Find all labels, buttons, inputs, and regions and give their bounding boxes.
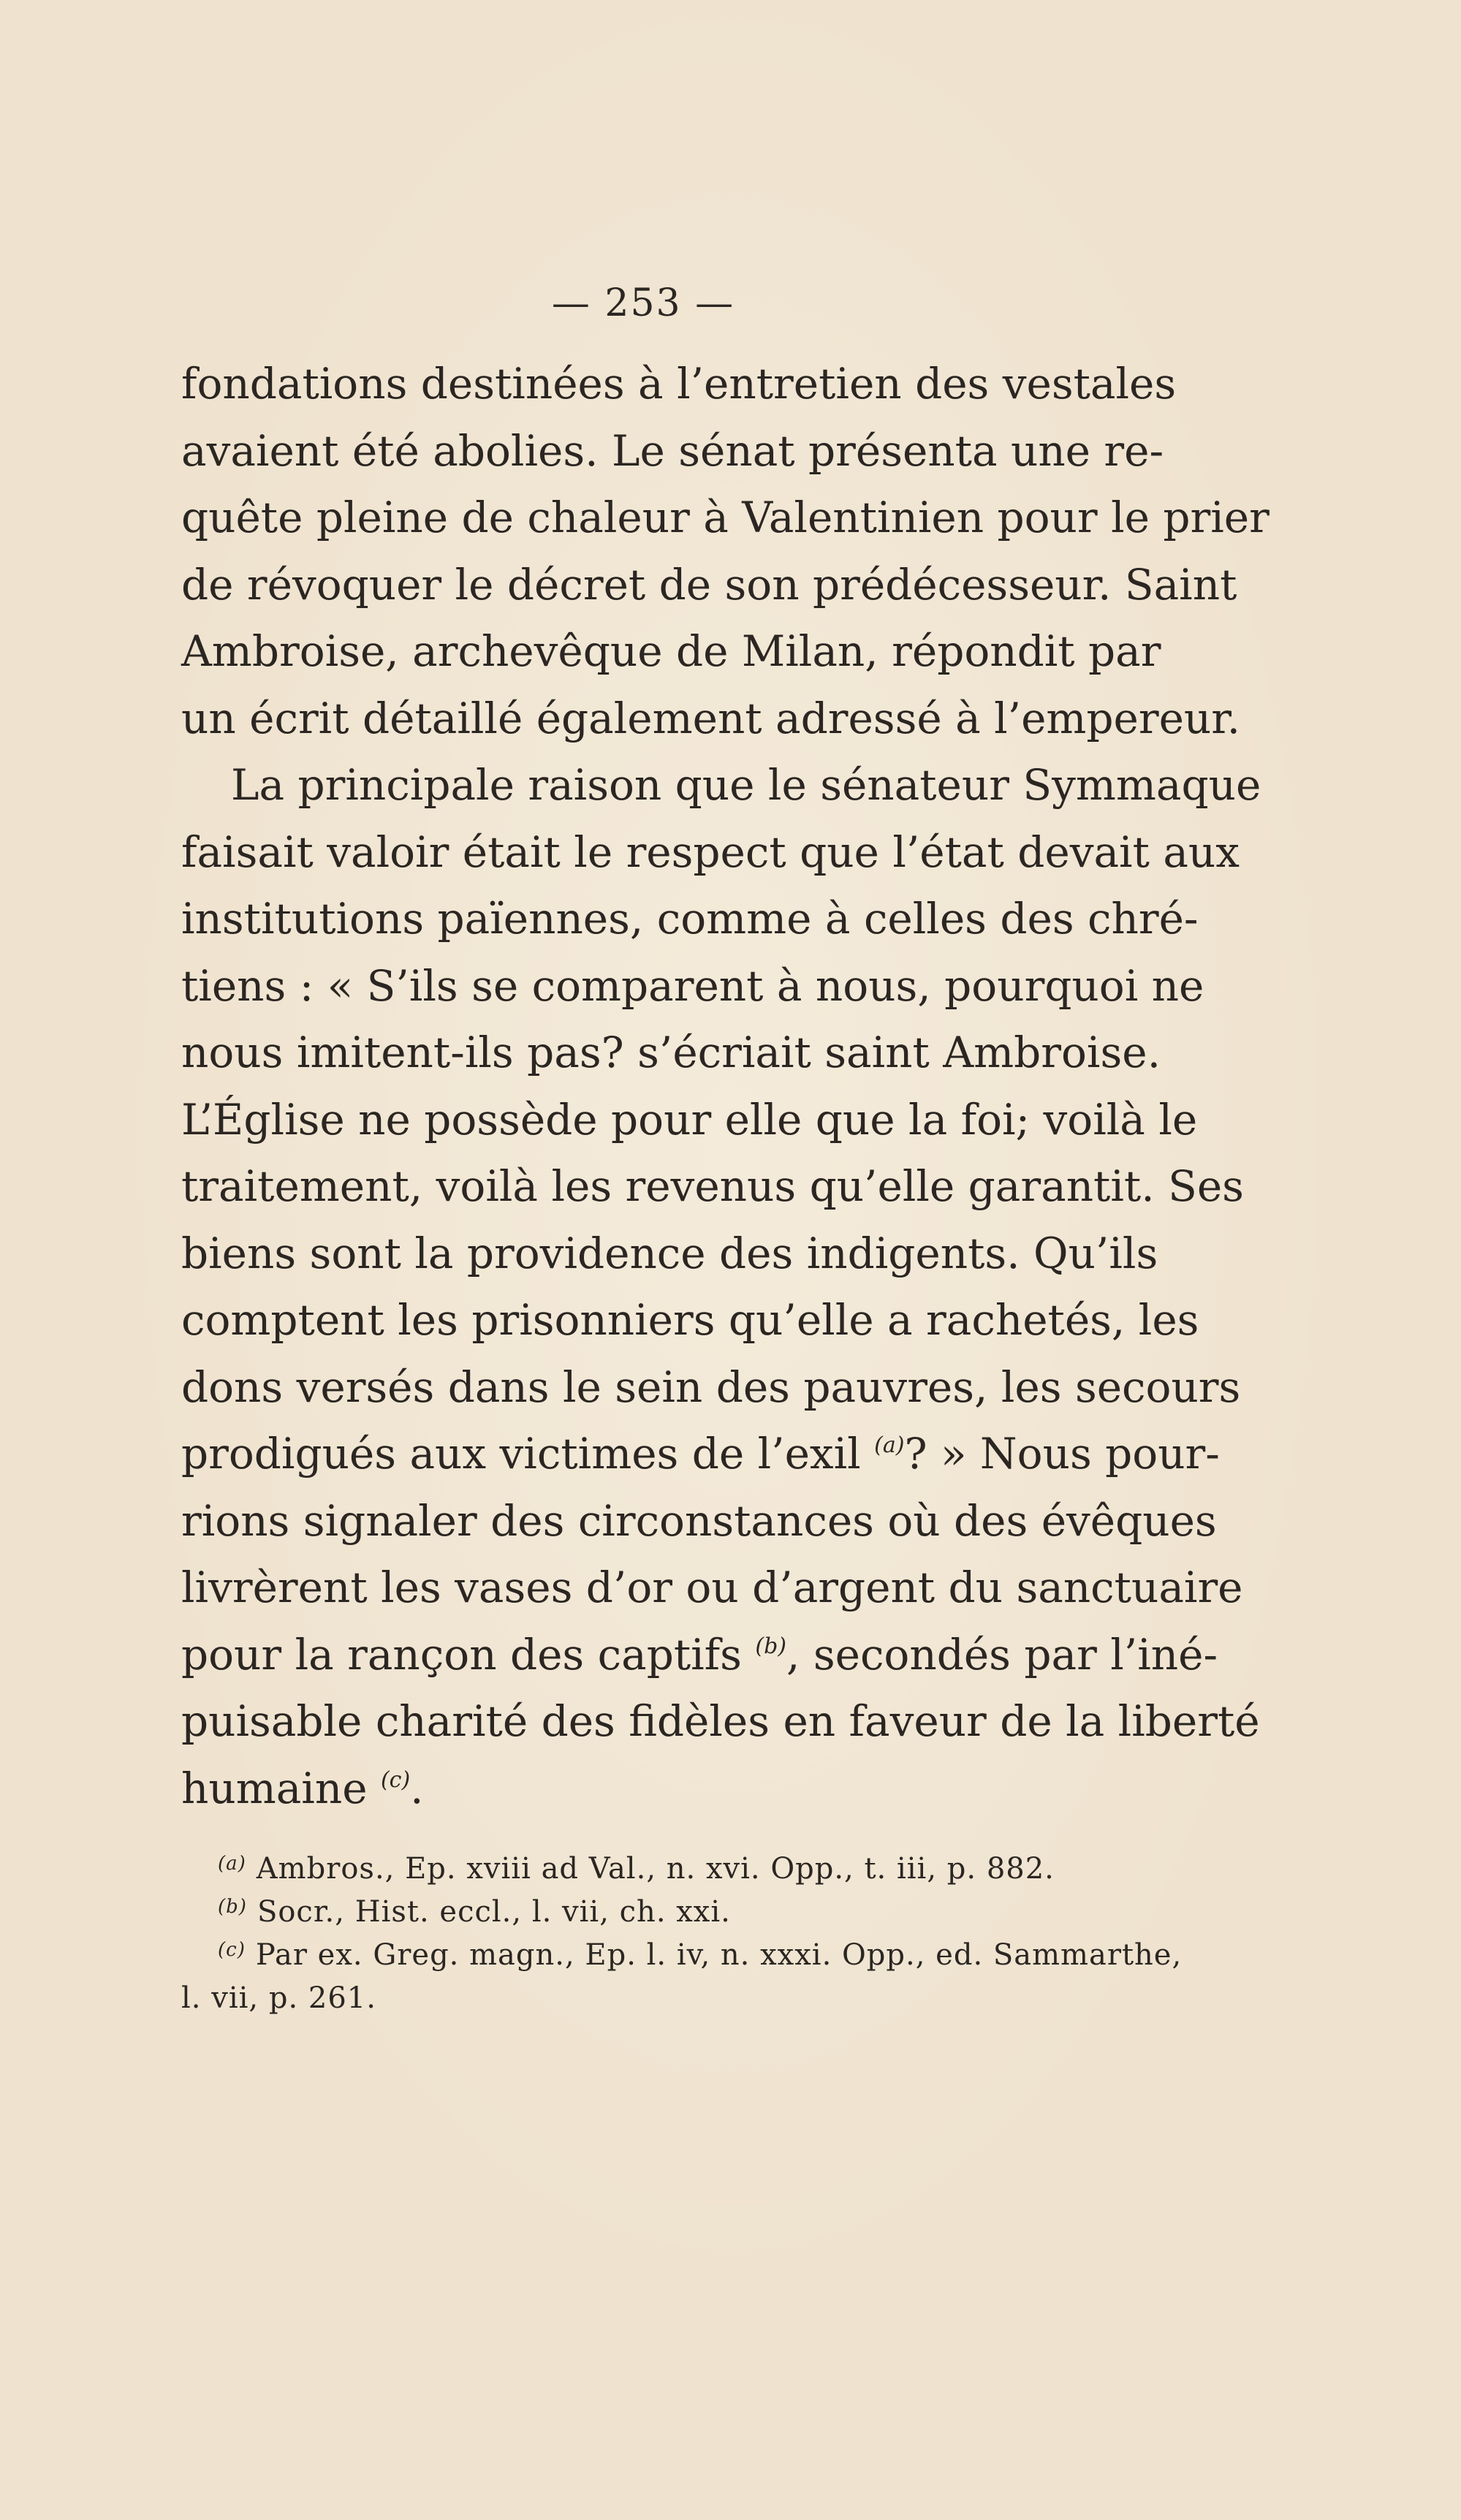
text-fragment: pour la rançon des captifs: [181, 1629, 742, 1680]
footnote-text: Par ex. Greg. magn., Ep. l. iv, n. xxxi. Opp., ed. Sammarthe,: [255, 1938, 1183, 1972]
text-line: nous imitent-ils pas? s’écriait saint Ambroise.: [181, 1028, 1161, 1077]
text-line: L’Église ne possède pour elle que la foi; voilà le: [181, 1094, 1198, 1145]
text-fragment: .: [410, 1763, 424, 1813]
text-line: tiens : « S’ils se comparent à nous, pourquoi ne: [181, 960, 1204, 1011]
text-fragment: humaine: [181, 1763, 368, 1813]
footnote-mark: (c): [218, 1939, 246, 1961]
text-line: livrèrent les vases d’or ou d’argent du sanctuaire: [181, 1563, 1243, 1612]
text-line: comptent les prisonniers qu’elle a rachetés, les: [181, 1295, 1199, 1345]
text-line: de révoquer le décret de son prédécesseur. Saint: [181, 559, 1237, 610]
text-line: quête pleine de chaleur à Valentinien pour le prier: [181, 493, 1270, 542]
footnote-c: [181, 1934, 1183, 1977]
footnote-ref-c[interactable]: (c): [380, 1766, 411, 1793]
text-line: puisable charité des fidèles en faveur de la liberté: [181, 1696, 1260, 1746]
footnote-mark: (b): [218, 1896, 247, 1918]
text-fragment: ? » Nous pour-: [904, 1429, 1220, 1479]
text-fragment: prodigués aux victimes de l’exil: [181, 1429, 861, 1479]
footnote-ref-b[interactable]: (b): [755, 1633, 786, 1659]
text-line: Ambroise, archevêque de Milan, répondit par: [181, 626, 1161, 676]
text-line: dons versés dans le sein des pauvres, les secours: [181, 1362, 1241, 1412]
text-fragment: , secondés par l’iné-: [786, 1629, 1218, 1680]
text-line: avaient été abolies. Le sénat présenta une re-: [181, 425, 1164, 476]
footnote-text: Socr., Hist. eccl., l. vii, ch. xxi.: [257, 1895, 731, 1929]
body-text: [181, 351, 1270, 1822]
text-line: [181, 1421, 1220, 1488]
footnote-c-continuation: l. vii, p. 261.: [181, 1981, 376, 2015]
text-line: traitement, voilà les revenus qu’elle garantit. Ses: [181, 1161, 1244, 1211]
footnote-text: Ambros., Ep. xviii ad Val., n. xvi. Opp., t. iii, p. 882.: [256, 1852, 1055, 1886]
footnote-b: [181, 1891, 1133, 1934]
text-line: rions signaler des circonstances où des évêques: [181, 1495, 1217, 1546]
text-line: fondations destinées à l’entretien des vestales: [181, 359, 1177, 409]
footnote-mark: (a): [218, 1853, 246, 1875]
text-line: institutions païennes, comme à celles des chré-: [181, 894, 1199, 944]
text-line: La principale raison que le sénateur Symmaque: [231, 760, 1261, 810]
text-line: [181, 1756, 1133, 1823]
text-line: un écrit détaillé également adressé à l’empereur.: [181, 693, 1241, 743]
footnote-ref-a[interactable]: (a): [874, 1432, 905, 1458]
text-line: faisait valoir était le respect que l’état devait aux: [181, 827, 1240, 877]
page-number: — 253 —: [551, 281, 735, 325]
text-line: [181, 1622, 1218, 1689]
text-line: biens sont la providence des indigents. Qu’ils: [181, 1228, 1158, 1278]
footnote-a: [181, 1848, 1133, 1891]
footnotes: [181, 1848, 1183, 2020]
